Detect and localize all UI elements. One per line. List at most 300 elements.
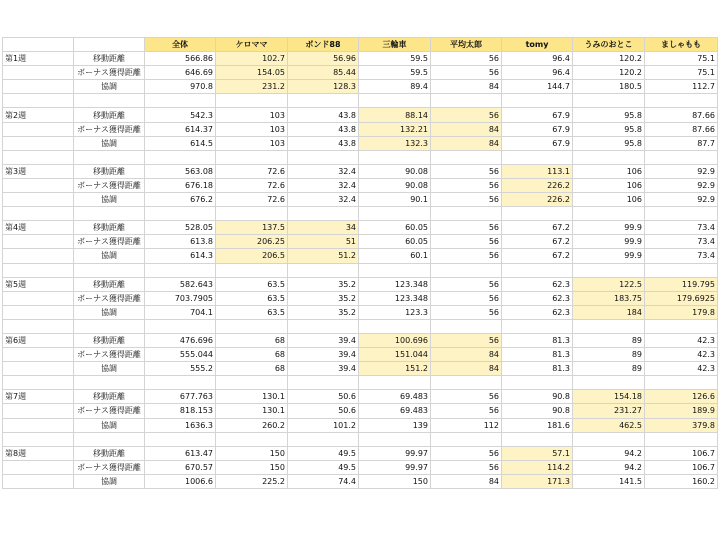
player-value-cell[interactable]: 67.9 <box>502 122 573 136</box>
week-blank-cell[interactable] <box>3 193 74 207</box>
player-value-cell[interactable]: 68 <box>216 333 288 347</box>
week-blank-cell[interactable] <box>3 348 74 362</box>
player-value-cell[interactable]: 62.3 <box>502 291 573 305</box>
player-value-cell[interactable]: 56 <box>431 404 502 418</box>
player-value-cell[interactable]: 100.696 <box>359 333 431 347</box>
total-value-cell[interactable]: 670.57 <box>145 460 216 474</box>
player-value-cell[interactable]: 113.1 <box>502 164 573 178</box>
player-value-cell[interactable]: 95.8 <box>573 136 645 150</box>
player-value-cell[interactable]: 67.2 <box>502 221 573 235</box>
empty-cell[interactable] <box>573 263 645 277</box>
empty-cell[interactable] <box>3 207 74 221</box>
total-value-cell[interactable]: 614.37 <box>145 122 216 136</box>
empty-cell[interactable] <box>359 150 431 164</box>
player-value-cell[interactable]: 128.3 <box>288 80 359 94</box>
empty-cell[interactable] <box>74 432 145 446</box>
player-value-cell[interactable]: 87.66 <box>645 122 718 136</box>
header-cell-player[interactable]: 平均太郎 <box>431 38 502 52</box>
total-value-cell[interactable]: 704.1 <box>145 305 216 319</box>
player-value-cell[interactable]: 96.4 <box>502 66 573 80</box>
player-value-cell[interactable]: 56 <box>431 66 502 80</box>
player-value-cell[interactable]: 114.2 <box>502 460 573 474</box>
player-value-cell[interactable]: 92.9 <box>645 164 718 178</box>
player-value-cell[interactable]: 60.05 <box>359 235 431 249</box>
player-value-cell[interactable]: 63.5 <box>216 305 288 319</box>
player-value-cell[interactable]: 67.9 <box>502 108 573 122</box>
player-value-cell[interactable]: 379.8 <box>645 418 718 432</box>
player-value-cell[interactable]: 56 <box>431 305 502 319</box>
player-value-cell[interactable]: 56 <box>431 446 502 460</box>
header-cell-player[interactable]: ケロママ <box>216 38 288 52</box>
metric-label-cell[interactable]: ボーナス獲得距離 <box>74 178 145 192</box>
player-value-cell[interactable]: 123.3 <box>359 305 431 319</box>
player-value-cell[interactable]: 56 <box>431 221 502 235</box>
header-cell-player[interactable]: ボンド88 <box>288 38 359 52</box>
total-value-cell[interactable]: 1636.3 <box>145 418 216 432</box>
empty-cell[interactable] <box>74 207 145 221</box>
week-blank-cell[interactable] <box>3 418 74 432</box>
empty-cell[interactable] <box>645 432 718 446</box>
player-value-cell[interactable]: 43.8 <box>288 136 359 150</box>
player-value-cell[interactable]: 85.44 <box>288 66 359 80</box>
header-blank-metric[interactable] <box>74 38 145 52</box>
metric-label-cell[interactable]: ボーナス獲得距離 <box>74 460 145 474</box>
player-value-cell[interactable]: 62.3 <box>502 277 573 291</box>
player-value-cell[interactable]: 99.9 <box>573 221 645 235</box>
empty-cell[interactable] <box>145 150 216 164</box>
player-value-cell[interactable]: 50.6 <box>288 404 359 418</box>
player-value-cell[interactable]: 112 <box>431 418 502 432</box>
empty-cell[interactable] <box>573 319 645 333</box>
total-value-cell[interactable]: 703.7905 <box>145 291 216 305</box>
empty-cell[interactable] <box>431 94 502 108</box>
week-blank-cell[interactable] <box>3 460 74 474</box>
player-value-cell[interactable]: 99.97 <box>359 446 431 460</box>
player-value-cell[interactable]: 101.2 <box>288 418 359 432</box>
empty-cell[interactable] <box>145 94 216 108</box>
player-value-cell[interactable]: 171.3 <box>502 474 573 488</box>
player-value-cell[interactable]: 32.4 <box>288 193 359 207</box>
player-value-cell[interactable]: 56 <box>431 193 502 207</box>
player-value-cell[interactable]: 206.25 <box>216 235 288 249</box>
total-value-cell[interactable]: 555.044 <box>145 348 216 362</box>
player-value-cell[interactable]: 89 <box>573 362 645 376</box>
player-value-cell[interactable]: 103 <box>216 108 288 122</box>
empty-cell[interactable] <box>359 94 431 108</box>
empty-cell[interactable] <box>3 432 74 446</box>
player-value-cell[interactable]: 103 <box>216 122 288 136</box>
player-value-cell[interactable]: 231.27 <box>573 404 645 418</box>
empty-cell[interactable] <box>74 150 145 164</box>
empty-cell[interactable] <box>645 94 718 108</box>
empty-cell[interactable] <box>573 94 645 108</box>
total-value-cell[interactable]: 613.8 <box>145 235 216 249</box>
player-value-cell[interactable]: 260.2 <box>216 418 288 432</box>
total-value-cell[interactable]: 476.696 <box>145 333 216 347</box>
empty-cell[interactable] <box>216 263 288 277</box>
player-value-cell[interactable]: 181.6 <box>502 418 573 432</box>
player-value-cell[interactable]: 81.3 <box>502 348 573 362</box>
empty-cell[interactable] <box>502 376 573 390</box>
player-value-cell[interactable]: 56 <box>431 235 502 249</box>
metric-label-cell[interactable]: 協調 <box>74 305 145 319</box>
player-value-cell[interactable]: 99.9 <box>573 235 645 249</box>
total-value-cell[interactable]: 676.2 <box>145 193 216 207</box>
player-value-cell[interactable]: 95.8 <box>573 122 645 136</box>
empty-cell[interactable] <box>3 263 74 277</box>
player-value-cell[interactable]: 96.4 <box>502 52 573 66</box>
total-value-cell[interactable]: 542.3 <box>145 108 216 122</box>
player-value-cell[interactable]: 106.7 <box>645 460 718 474</box>
player-value-cell[interactable]: 59.5 <box>359 66 431 80</box>
player-value-cell[interactable]: 57.1 <box>502 446 573 460</box>
player-value-cell[interactable]: 206.5 <box>216 249 288 263</box>
empty-cell[interactable] <box>216 150 288 164</box>
empty-cell[interactable] <box>288 376 359 390</box>
player-value-cell[interactable]: 151.2 <box>359 362 431 376</box>
empty-cell[interactable] <box>502 94 573 108</box>
player-value-cell[interactable]: 73.4 <box>645 221 718 235</box>
player-value-cell[interactable]: 75.1 <box>645 66 718 80</box>
player-value-cell[interactable]: 154.05 <box>216 66 288 80</box>
player-value-cell[interactable]: 56 <box>431 52 502 66</box>
empty-cell[interactable] <box>3 94 74 108</box>
empty-cell[interactable] <box>573 150 645 164</box>
player-value-cell[interactable]: 42.3 <box>645 362 718 376</box>
empty-cell[interactable] <box>359 376 431 390</box>
player-value-cell[interactable]: 120.2 <box>573 66 645 80</box>
metric-label-cell[interactable]: 移動距離 <box>74 277 145 291</box>
metric-label-cell[interactable]: 協調 <box>74 193 145 207</box>
player-value-cell[interactable]: 123.348 <box>359 291 431 305</box>
player-value-cell[interactable]: 123.348 <box>359 277 431 291</box>
player-value-cell[interactable]: 120.2 <box>573 52 645 66</box>
empty-cell[interactable] <box>216 376 288 390</box>
player-value-cell[interactable]: 49.5 <box>288 446 359 460</box>
empty-cell[interactable] <box>431 432 502 446</box>
empty-cell[interactable] <box>288 263 359 277</box>
player-value-cell[interactable]: 89 <box>573 333 645 347</box>
total-value-cell[interactable]: 970.8 <box>145 80 216 94</box>
week-blank-cell[interactable] <box>3 362 74 376</box>
empty-cell[interactable] <box>74 319 145 333</box>
empty-cell[interactable] <box>74 94 145 108</box>
player-value-cell[interactable]: 68 <box>216 362 288 376</box>
player-value-cell[interactable]: 32.4 <box>288 178 359 192</box>
player-value-cell[interactable]: 90.08 <box>359 178 431 192</box>
player-value-cell[interactable]: 56 <box>431 291 502 305</box>
player-value-cell[interactable]: 151.044 <box>359 348 431 362</box>
player-value-cell[interactable]: 106.7 <box>645 446 718 460</box>
week-blank-cell[interactable] <box>3 235 74 249</box>
metric-label-cell[interactable]: 移動距離 <box>74 52 145 66</box>
player-value-cell[interactable]: 225.2 <box>216 474 288 488</box>
empty-cell[interactable] <box>645 150 718 164</box>
total-value-cell[interactable]: 646.69 <box>145 66 216 80</box>
player-value-cell[interactable]: 112.7 <box>645 80 718 94</box>
total-value-cell[interactable]: 613.47 <box>145 446 216 460</box>
player-value-cell[interactable]: 226.2 <box>502 178 573 192</box>
empty-cell[interactable] <box>288 207 359 221</box>
metric-label-cell[interactable]: 協調 <box>74 418 145 432</box>
player-value-cell[interactable]: 132.21 <box>359 122 431 136</box>
empty-cell[interactable] <box>431 150 502 164</box>
player-value-cell[interactable]: 60.05 <box>359 221 431 235</box>
player-value-cell[interactable]: 56 <box>431 277 502 291</box>
player-value-cell[interactable]: 39.4 <box>288 333 359 347</box>
player-value-cell[interactable]: 69.483 <box>359 390 431 404</box>
metric-label-cell[interactable]: 移動距離 <box>74 221 145 235</box>
player-value-cell[interactable]: 226.2 <box>502 193 573 207</box>
player-value-cell[interactable]: 87.7 <box>645 136 718 150</box>
player-value-cell[interactable]: 103 <box>216 136 288 150</box>
player-value-cell[interactable]: 119.795 <box>645 277 718 291</box>
player-value-cell[interactable]: 69.483 <box>359 404 431 418</box>
player-value-cell[interactable]: 189.9 <box>645 404 718 418</box>
week-label-cell[interactable]: 第2週 <box>3 108 74 122</box>
player-value-cell[interactable]: 137.5 <box>216 221 288 235</box>
week-label-cell[interactable]: 第1週 <box>3 52 74 66</box>
player-value-cell[interactable]: 130.1 <box>216 390 288 404</box>
player-value-cell[interactable]: 51 <box>288 235 359 249</box>
player-value-cell[interactable]: 34 <box>288 221 359 235</box>
player-value-cell[interactable]: 72.6 <box>216 193 288 207</box>
empty-cell[interactable] <box>431 319 502 333</box>
empty-cell[interactable] <box>431 263 502 277</box>
player-value-cell[interactable]: 56 <box>431 164 502 178</box>
empty-cell[interactable] <box>573 207 645 221</box>
player-value-cell[interactable]: 42.3 <box>645 333 718 347</box>
week-blank-cell[interactable] <box>3 80 74 94</box>
player-value-cell[interactable]: 462.5 <box>573 418 645 432</box>
total-value-cell[interactable]: 677.763 <box>145 390 216 404</box>
player-value-cell[interactable]: 184 <box>573 305 645 319</box>
player-value-cell[interactable]: 56 <box>431 249 502 263</box>
player-value-cell[interactable]: 75.1 <box>645 52 718 66</box>
empty-cell[interactable] <box>288 150 359 164</box>
empty-cell[interactable] <box>288 319 359 333</box>
metric-label-cell[interactable]: 協調 <box>74 80 145 94</box>
total-value-cell[interactable]: 563.08 <box>145 164 216 178</box>
player-value-cell[interactable]: 39.4 <box>288 362 359 376</box>
player-value-cell[interactable]: 84 <box>431 136 502 150</box>
empty-cell[interactable] <box>359 319 431 333</box>
player-value-cell[interactable]: 39.4 <box>288 348 359 362</box>
player-value-cell[interactable]: 144.7 <box>502 80 573 94</box>
week-blank-cell[interactable] <box>3 305 74 319</box>
player-value-cell[interactable]: 59.5 <box>359 52 431 66</box>
player-value-cell[interactable]: 51.2 <box>288 249 359 263</box>
empty-cell[interactable] <box>573 432 645 446</box>
empty-cell[interactable] <box>502 432 573 446</box>
empty-cell[interactable] <box>3 319 74 333</box>
player-value-cell[interactable]: 102.7 <box>216 52 288 66</box>
player-value-cell[interactable]: 68 <box>216 348 288 362</box>
player-value-cell[interactable]: 179.6925 <box>645 291 718 305</box>
empty-cell[interactable] <box>145 432 216 446</box>
week-blank-cell[interactable] <box>3 178 74 192</box>
player-value-cell[interactable]: 32.4 <box>288 164 359 178</box>
player-value-cell[interactable]: 43.8 <box>288 108 359 122</box>
player-value-cell[interactable]: 81.3 <box>502 362 573 376</box>
player-value-cell[interactable]: 130.1 <box>216 404 288 418</box>
player-value-cell[interactable]: 84 <box>431 80 502 94</box>
empty-cell[interactable] <box>431 376 502 390</box>
player-value-cell[interactable]: 92.9 <box>645 178 718 192</box>
empty-cell[interactable] <box>502 319 573 333</box>
player-value-cell[interactable]: 99.9 <box>573 249 645 263</box>
player-value-cell[interactable]: 67.2 <box>502 235 573 249</box>
total-value-cell[interactable]: 582.643 <box>145 277 216 291</box>
player-value-cell[interactable]: 73.4 <box>645 235 718 249</box>
player-value-cell[interactable]: 87.66 <box>645 108 718 122</box>
player-value-cell[interactable]: 95.8 <box>573 108 645 122</box>
player-value-cell[interactable]: 139 <box>359 418 431 432</box>
metric-label-cell[interactable]: 移動距離 <box>74 446 145 460</box>
empty-cell[interactable] <box>645 376 718 390</box>
empty-cell[interactable] <box>216 207 288 221</box>
player-value-cell[interactable]: 106 <box>573 164 645 178</box>
player-value-cell[interactable]: 81.3 <box>502 333 573 347</box>
metric-label-cell[interactable]: 協調 <box>74 136 145 150</box>
header-cell-player[interactable]: tomy <box>502 38 573 52</box>
player-value-cell[interactable]: 56 <box>431 108 502 122</box>
empty-cell[interactable] <box>216 319 288 333</box>
empty-cell[interactable] <box>3 150 74 164</box>
metric-label-cell[interactable]: ボーナス獲得距離 <box>74 404 145 418</box>
empty-cell[interactable] <box>288 432 359 446</box>
player-value-cell[interactable]: 84 <box>431 122 502 136</box>
player-value-cell[interactable]: 92.9 <box>645 193 718 207</box>
player-value-cell[interactable]: 56.96 <box>288 52 359 66</box>
metric-label-cell[interactable]: 協調 <box>74 362 145 376</box>
total-value-cell[interactable]: 1006.6 <box>145 474 216 488</box>
empty-cell[interactable] <box>145 207 216 221</box>
player-value-cell[interactable]: 94.2 <box>573 446 645 460</box>
metric-label-cell[interactable]: ボーナス獲得距離 <box>74 348 145 362</box>
empty-cell[interactable] <box>74 263 145 277</box>
empty-cell[interactable] <box>502 263 573 277</box>
player-value-cell[interactable]: 56 <box>431 460 502 474</box>
empty-cell[interactable] <box>288 94 359 108</box>
empty-cell[interactable] <box>359 207 431 221</box>
player-value-cell[interactable]: 132.3 <box>359 136 431 150</box>
total-value-cell[interactable]: 555.2 <box>145 362 216 376</box>
empty-cell[interactable] <box>74 376 145 390</box>
player-value-cell[interactable]: 90.08 <box>359 164 431 178</box>
empty-cell[interactable] <box>216 94 288 108</box>
player-value-cell[interactable]: 183.75 <box>573 291 645 305</box>
player-value-cell[interactable]: 67.2 <box>502 249 573 263</box>
metric-label-cell[interactable]: ボーナス獲得距離 <box>74 66 145 80</box>
week-blank-cell[interactable] <box>3 474 74 488</box>
header-cell-player[interactable]: 三輪車 <box>359 38 431 52</box>
week-blank-cell[interactable] <box>3 291 74 305</box>
player-value-cell[interactable]: 62.3 <box>502 305 573 319</box>
player-value-cell[interactable]: 56 <box>431 390 502 404</box>
week-label-cell[interactable]: 第8週 <box>3 446 74 460</box>
player-value-cell[interactable]: 99.97 <box>359 460 431 474</box>
total-value-cell[interactable]: 818.153 <box>145 404 216 418</box>
player-value-cell[interactable]: 89 <box>573 348 645 362</box>
empty-cell[interactable] <box>431 207 502 221</box>
week-label-cell[interactable]: 第7週 <box>3 390 74 404</box>
metric-label-cell[interactable]: 移動距離 <box>74 333 145 347</box>
week-label-cell[interactable]: 第5週 <box>3 277 74 291</box>
player-value-cell[interactable]: 90.1 <box>359 193 431 207</box>
week-label-cell[interactable]: 第6週 <box>3 333 74 347</box>
empty-cell[interactable] <box>502 150 573 164</box>
player-value-cell[interactable]: 180.5 <box>573 80 645 94</box>
empty-cell[interactable] <box>645 263 718 277</box>
metric-label-cell[interactable]: 移動距離 <box>74 108 145 122</box>
player-value-cell[interactable]: 73.4 <box>645 249 718 263</box>
week-blank-cell[interactable] <box>3 136 74 150</box>
week-blank-cell[interactable] <box>3 66 74 80</box>
player-value-cell[interactable]: 122.5 <box>573 277 645 291</box>
player-value-cell[interactable]: 106 <box>573 178 645 192</box>
header-cell-player[interactable]: ましゃもも <box>645 38 718 52</box>
player-value-cell[interactable]: 89.4 <box>359 80 431 94</box>
empty-cell[interactable] <box>359 432 431 446</box>
player-value-cell[interactable]: 84 <box>431 348 502 362</box>
player-value-cell[interactable]: 49.5 <box>288 460 359 474</box>
player-value-cell[interactable]: 150 <box>359 474 431 488</box>
week-blank-cell[interactable] <box>3 249 74 263</box>
total-value-cell[interactable]: 566.86 <box>145 52 216 66</box>
player-value-cell[interactable]: 35.2 <box>288 291 359 305</box>
player-value-cell[interactable]: 60.1 <box>359 249 431 263</box>
player-value-cell[interactable]: 90.8 <box>502 390 573 404</box>
empty-cell[interactable] <box>502 207 573 221</box>
empty-cell[interactable] <box>645 319 718 333</box>
player-value-cell[interactable]: 154.18 <box>573 390 645 404</box>
metric-label-cell[interactable]: 協調 <box>74 249 145 263</box>
player-value-cell[interactable]: 84 <box>431 474 502 488</box>
total-value-cell[interactable]: 614.5 <box>145 136 216 150</box>
player-value-cell[interactable]: 56 <box>431 333 502 347</box>
player-value-cell[interactable]: 141.5 <box>573 474 645 488</box>
player-value-cell[interactable]: 50.6 <box>288 390 359 404</box>
empty-cell[interactable] <box>645 207 718 221</box>
player-value-cell[interactable]: 63.5 <box>216 277 288 291</box>
player-value-cell[interactable]: 72.6 <box>216 164 288 178</box>
player-value-cell[interactable]: 43.8 <box>288 122 359 136</box>
metric-label-cell[interactable]: ボーナス獲得距離 <box>74 235 145 249</box>
metric-label-cell[interactable]: 移動距離 <box>74 390 145 404</box>
metric-label-cell[interactable]: ボーナス獲得距離 <box>74 122 145 136</box>
empty-cell[interactable] <box>573 376 645 390</box>
player-value-cell[interactable]: 150 <box>216 460 288 474</box>
player-value-cell[interactable]: 72.6 <box>216 178 288 192</box>
header-blank-week[interactable] <box>3 38 74 52</box>
player-value-cell[interactable]: 94.2 <box>573 460 645 474</box>
empty-cell[interactable] <box>359 263 431 277</box>
player-value-cell[interactable]: 35.2 <box>288 305 359 319</box>
empty-cell[interactable] <box>145 263 216 277</box>
player-value-cell[interactable]: 150 <box>216 446 288 460</box>
player-value-cell[interactable]: 84 <box>431 362 502 376</box>
player-value-cell[interactable]: 74.4 <box>288 474 359 488</box>
empty-cell[interactable] <box>216 432 288 446</box>
total-value-cell[interactable]: 676.18 <box>145 178 216 192</box>
header-cell-total[interactable]: 全体 <box>145 38 216 52</box>
player-value-cell[interactable]: 106 <box>573 193 645 207</box>
week-label-cell[interactable]: 第4週 <box>3 221 74 235</box>
empty-cell[interactable] <box>145 376 216 390</box>
player-value-cell[interactable]: 56 <box>431 178 502 192</box>
week-label-cell[interactable]: 第3週 <box>3 164 74 178</box>
